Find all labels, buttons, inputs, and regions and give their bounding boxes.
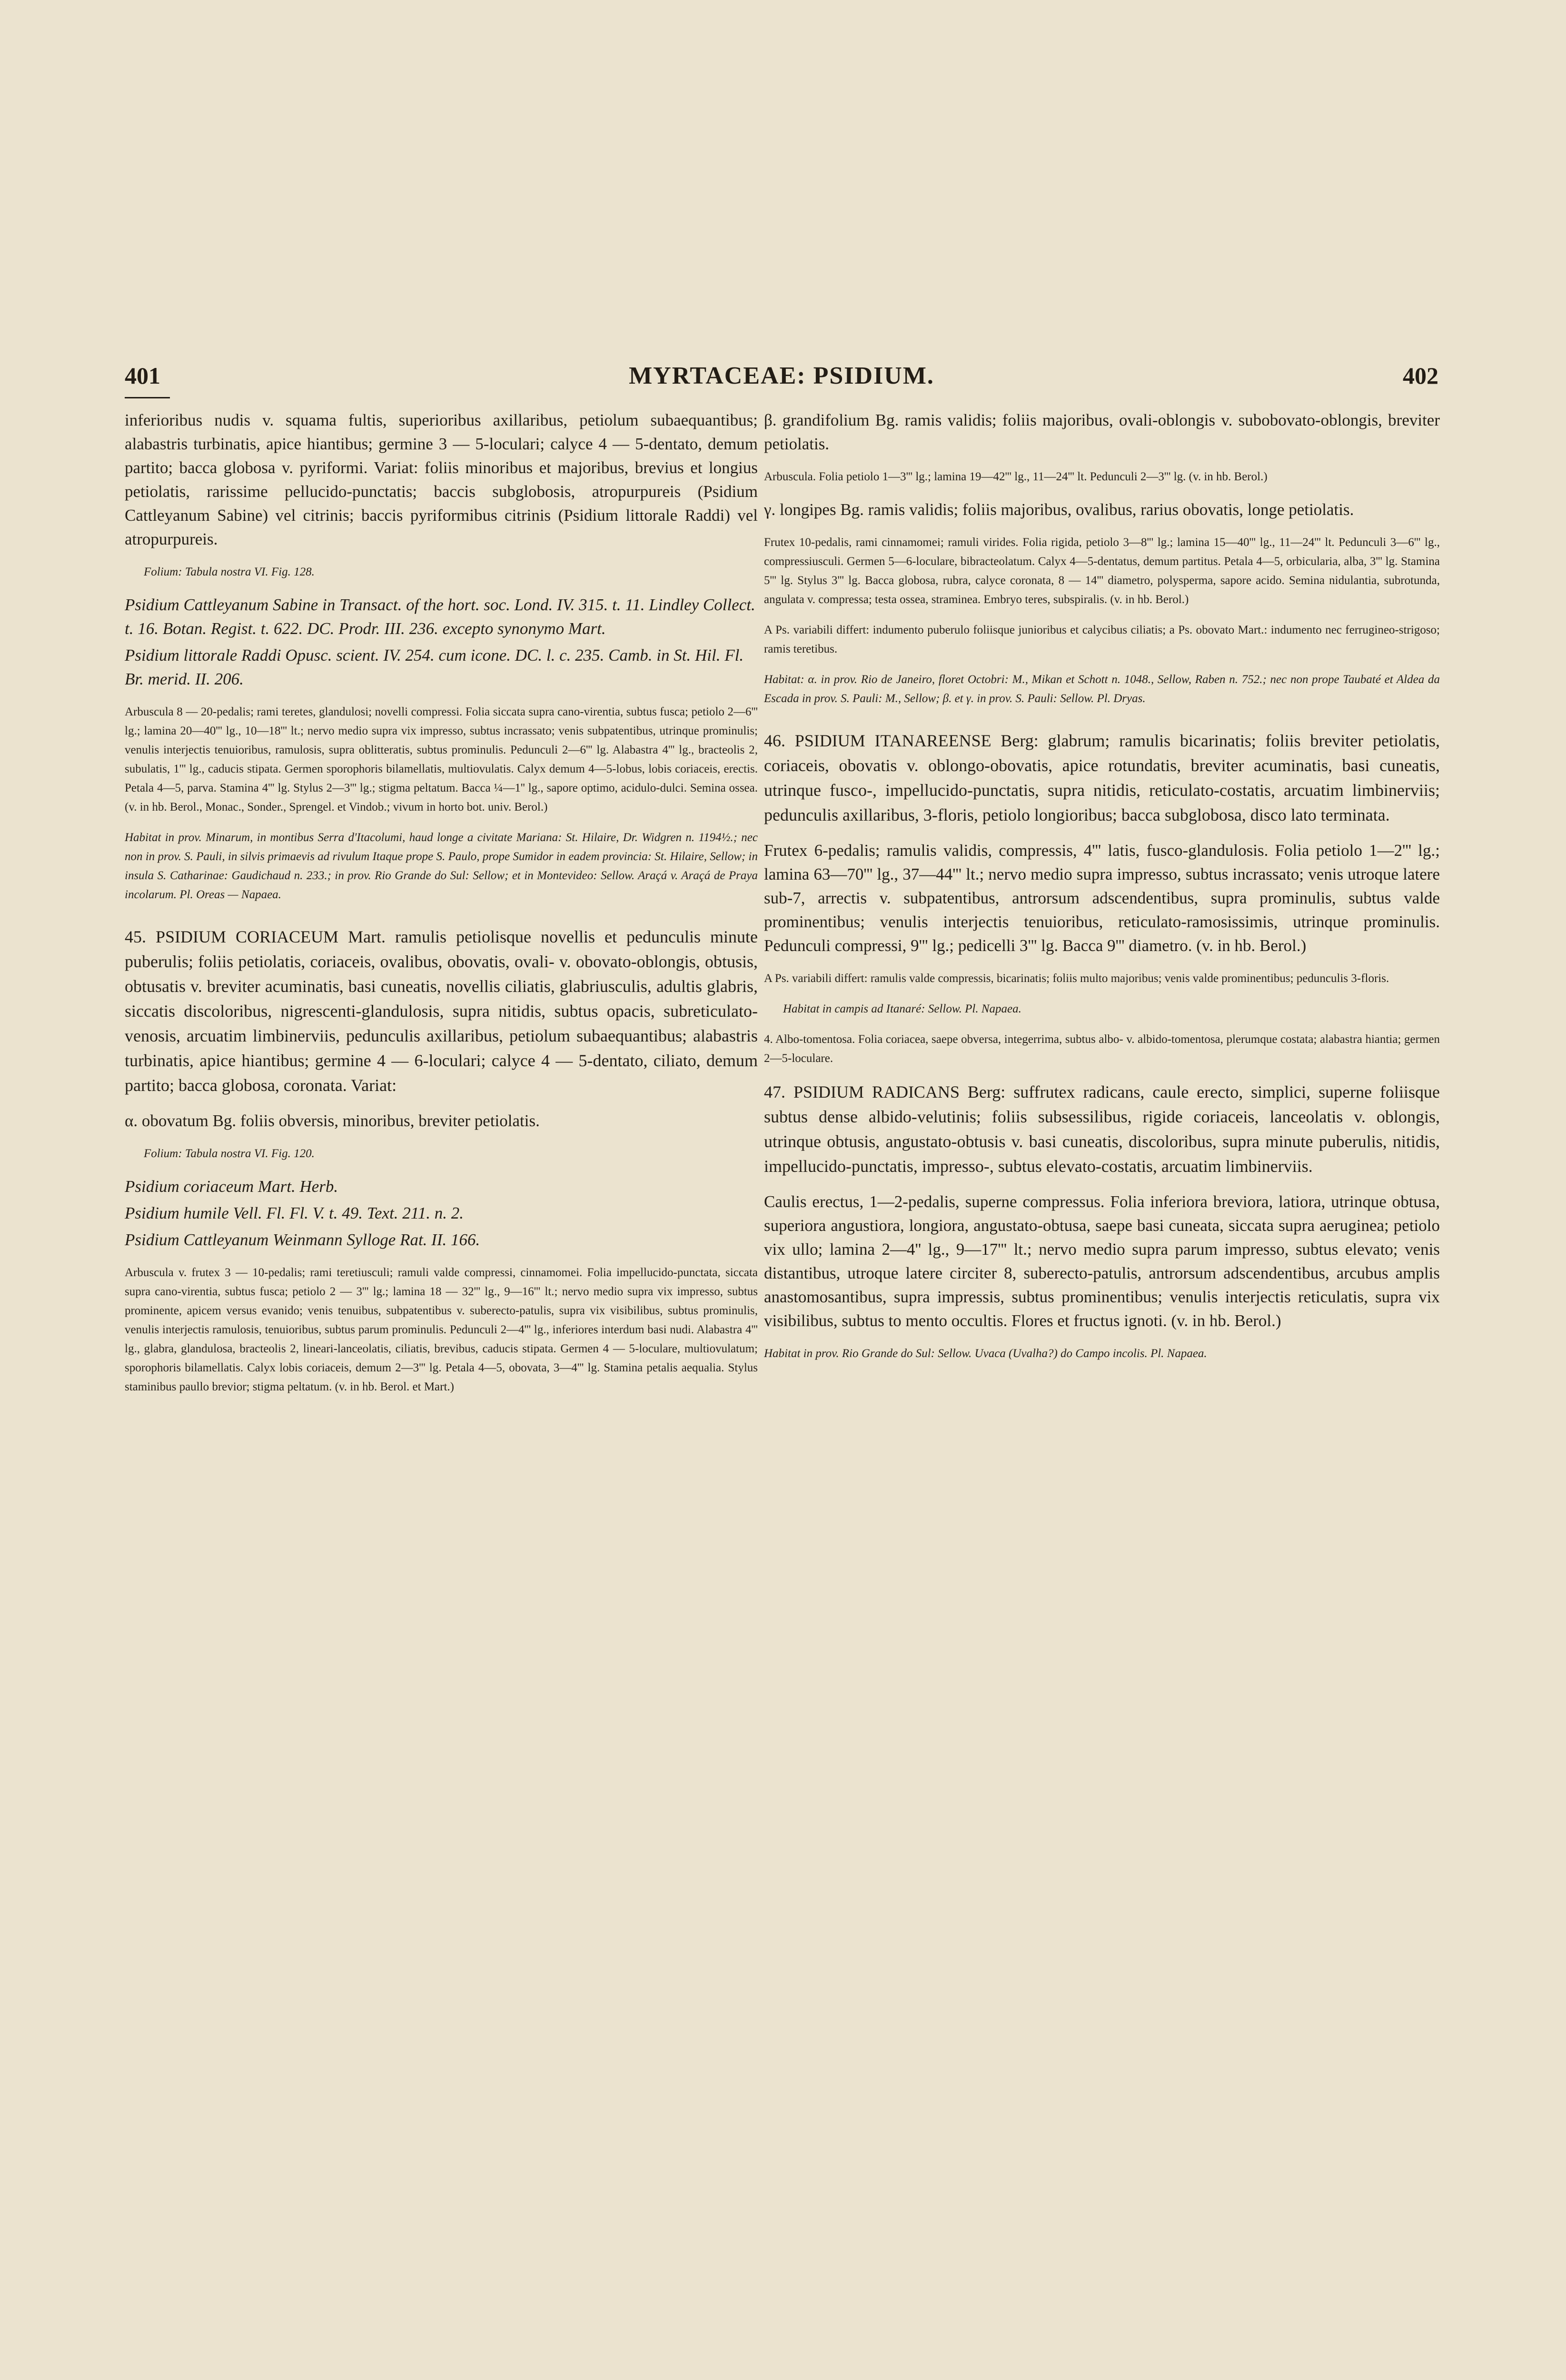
species-continuation: inferioribus nudis v. squama fultis, superioribus axillaribus, petiolum subaequantibus; alabastris turbinatis, apice hiantibus; germine 3 — 5-loculari; calyce 4 — 5-dentato, demum partito; bacca globosa v. pyriformi. Variat: foliis minoribus et majoribus, brevius et longius petiolatis, rarissime pellucido-punctatis; baccis subglobosis, atropurpureis (Psidium Cattleyanum Sabine) vel citrinis; baccis pyriformibus citrinis (Psidium littorale Raddi) vel atropurpureis. (125, 411, 758, 548)
species-47-diagnosis: 47. PSIDIUM RADICANS Berg: suffrutex radicans, caule erecto, simplici, superne foliisque subtus dense albido-velutinis; foliis subsessilibus, rigide coriaceis, lanceolatis v. oblongis, utrinque obtusis, angustato-obtusis v. basi cuneatis, discoloribus, supra minute puberulis, nitidis, impellucido-punctatis, impresso-, subtus elevato-costatis, arcuatim limbinerviis. (764, 1082, 1440, 1176)
habitat-paragraph: Habitat in prov. Minarum, in montibus Serra d'Itacolumi, haud longe a civitate Mariana: St. Hilaire, Dr. Widgren n. 1194½.; nec non in prov. S. Pauli, in silvis primaevis ad rivulum Itaque prope S. Paulo, prope Sumidor in eadem provincia: St. Hilaire, Sellow; in insula S. Catharinae: Gaudichaud n. 233.; in prov. Rio Grande do Sul: Sellow; et in Montevideo: Sellow. Araçá v. Araçá de Praya incolarum. Pl. Oreas — Napaea. (125, 831, 758, 901)
spacer (125, 1255, 758, 1263)
habitat-paragraph: Habitat: α. in prov. Rio de Janeiro, floret Octobri: M., Mikan et Schott n. 1048., Sellow, Raben n. 752.; nec non prope Taubaté et Aldea da Escada in prov. S. Pauli: M., Sellow; β. et γ. in prov. S. Pauli: Sellow. Pl. Dryas. (764, 673, 1440, 705)
description-paragraph: Caulis erectus, 1—2-pedalis, superne compressus. Folia inferiora breviora, latiora, utrinque obtusa, superiora angustiora, longiora, angustato-obtusa, saepe basi cuneata, siccata supra aeruginea; petiolo vix ullo; lamina 2—4'' lg., 9—17''' lt.; nervo medio supra parum impresso, subtus elevato; venis distantibus, utroque latere circiter 8, suberecto-patulis, antrorsum adscendentibus, arcubus amplis anastomosantibus, supra impressis, subtus prominentibus; venulis interjectis reticulatis, supra vix visibilibus, subtus to mento occultis. Flores et fructus ignoti. (v. in hb. Berol.) (764, 1192, 1440, 1330)
spacer (764, 720, 1440, 728)
section-heading: 4. Albo-tomentosa. Folia coriacea, saepe obversa, integerrima, subtus albo- v. albido-tomentosa, plerumque costata; alabastra hiantia; germen 2—5-loculare. (764, 1033, 1440, 1065)
header-rule (125, 397, 170, 398)
spacer (125, 694, 758, 703)
spacer (125, 916, 758, 924)
synonym-reference: Psidium Cattleyanum Sabine in Transact. of the hort. soc. Lond. IV. 315. t. 11. Lindley Collect. t. 16. Botan. Regist. t. 622. DC. Prodr. III. 236. excepto synonymo Mart. (125, 595, 755, 638)
description-paragraph: Arbuscula 8 — 20-pedalis; rami teretes, glandulosi; novelli compressi. Folia siccata supra cano-virentia, subtus fusca; petiolo 2—6''' lg.; lamina 20—40''' lg., 10—18''' lt.; nervo medio supra vix impresso, subtus incrassato; venis subpatentibus, utrinque prominulis; venulis interjectis tenuioribus, ramulosis, supra oblitteratis, subtus prominulis. Pedunculi 2—6''' lg. Alabastra 4''' lg., bracteolis 2, subulatis, 1''' lg., caducis stipata. Germen sporophoris bilamellatis, multiovulatis. Calyx demum 4—5-lobus, lobis coriaceis, erectis. Petala 4—5, parva. Stamina 4''' lg. Stylus 2—3''' lg.; stigma peltatum. Bacca ¼—1'' lg., sapore optimo, acidulo-dulci. Semina ossea. (v. in hb. Berol., Monac., Sonder., Sprengel. et Vindob.; vivum in horto bot. univ. Berol.) (125, 705, 758, 813)
description-paragraph: Frutex 6-pedalis; ramulis validis, compressis, 4''' latis, fusco-glandulosis. Folia petiolo 1—2''' lg.; lamina 63—70''' lg., 37—44''' lt.; nervo medio supra impresso, subtus incrassato; venis utroque latere sub-7, arrectis v. subpatentibus, antrorsum adscendentibus, supra prominulis, subtus valde prominentibus; venulis interjectis tenuioribus, reticulato-ramosissimis, utrinque prominulis. Pedunculi compressi, 9''' lg.; pedicelli 3''' lg. Bacca 9''' diametro. (v. in hb. Berol.) (764, 841, 1440, 955)
synonym-reference: Psidium littorale Raddi Opusc. scient. IV. 254. cum icone. DC. l. c. 235. Camb. in St. Hil. Fl. Br. merid. II. 206. (125, 646, 744, 688)
habitat-paragraph: Habitat in prov. Rio Grande do Sul: Sellow. Uvaca (Uvalha?) do Campo incolis. Pl. Napaea. (764, 1347, 1207, 1360)
differential-note: A Ps. variabili differt: indumento puberulo foliisque junioribus et calycibus ciliatis; a Ps. obovato Mart.: indumento nec ferrugineo-strigoso; ramis teretibus. (764, 624, 1440, 655)
variety-gamma: γ. longipes Bg. ramis validis; foliis majoribus, ovalibus, rarius obovatis, longe petiolatis. (764, 500, 1354, 519)
description-paragraph: Arbuscula v. frutex 3 — 10-pedalis; rami teretiusculi; ramuli valde compressi, cinnamomei. Folia impellucido-punctata, siccata supra cano-virentia, subtus fusca; petiolo 2 — 3''' lg.; lamina 18 — 32''' lg., 9—16''' lt.; nervo medio supra vix impresso, subtus prominente, apicem versus evanido; venis tenuibus, subpatentibus v. suberecto-patulis, supra vix visibilibus, subtus prominulis, venulis interjectis ramulosis, tenuioribus, subtus parum prominulis. Pedunculi 2—4''' lg., inferiores interdum basi nudi. Alabastra 4''' lg., glabra, glandulosa, bracteolis 2, lineari-lanceolatis, ciliatis, brevibus, caducis stipata. Germen 4 — 5-loculare, multiovulatum; sporophoris bilamellatis. Calyx lobis coriaceis, demum 2—3''' lg. Petala 4—5, obovata, 3—4''' lg. Stamina petalis aequalia. Stylus staminibus paullo brevior; stigma peltatum. (v. in hb. Berol. et Mart.) (125, 1266, 758, 1393)
description-paragraph: Arbuscula. Folia petiolo 1—3''' lg.; lamina 19—42''' lg., 11—24''' lt. Pedunculi 2—3''' lg. (v. in hb. Berol.) (764, 470, 1268, 483)
synonym-reference: Psidium coriaceum Mart. Herb. (125, 1177, 338, 1196)
differential-note: A Ps. variabili differt: ramulis valde compressis, bicarinatis; foliis multo majoribus; venis valde prominentibus; pedunculis 3-floris. (764, 972, 1389, 985)
page-number-left: 401 (125, 362, 160, 389)
page-number-right: 402 (1403, 362, 1438, 389)
folium-reference: Folium: Tabula nostra VI. Fig. 128. (144, 565, 315, 578)
folium-reference: Folium: Tabula nostra VI. Fig. 120. (144, 1147, 315, 1160)
right-column (764, 408, 1440, 1375)
variety-beta: β. grandifolium Bg. ramis validis; foliis majoribus, ovali-oblongis v. subobovato-oblongis, breviter petiolatis. (764, 411, 1440, 453)
variety-alpha: α. obovatum Bg. foliis obversis, minoribus, breviter petiolatis. (125, 1111, 540, 1130)
species-46-diagnosis: 46. PSIDIUM ITANAREENSE Berg: glabrum; ramulis bicarinatis; foliis breviter petiolatis, coriaceis, obovatis v. oblongo-obovatis, apice rotundatis, breviter acuminatis, basi cuneatis, utrinque fusco-, impellucido-punctatis, supra nitidis, reticulato-costatis, arcuatim limbinerviis; pedunculis axillaribus, 3-floris, petiolo longioribus; bacca subglobosa, disco lato terminata. (764, 731, 1440, 824)
running-title: MYRTACEAE: PSIDIUM. (629, 362, 934, 389)
running-header (125, 362, 1438, 395)
synonym-reference: Psidium humile Vell. Fl. Fl. V. t. 49. Text. 211. n. 2. (125, 1204, 464, 1222)
description-paragraph: Frutex 10-pedalis, rami cinnamomei; ramuli virides. Folia rigida, petiolo 3—8''' lg.; lamina 15—40''' lg., 11—24''' lt. Pedunculi 3—6''' lg., compressiusculi. Germen 5—6-loculare, bibracteolatum. Calyx 4—5-dentatus, demum partitus. Petala 4—5, orbicularia, alba, 3''' lg. Stamina 5''' lg. Stylus 3''' lg. Bacca globosa, rubra, calyce coronata, 8 — 14''' diametro, polysperma, sapore acido. Semina nidulantia, subrotunda, angulata v. compressa; testa ossea, straminea. Embryo teres, subspiralis. (v. in hb. Berol.) (764, 536, 1440, 606)
species-45-diagnosis: 45. PSIDIUM CORIACEUM Mart. ramulis petiolisque novellis et pedunculis minute puberulis; foliis petiolatis, coriaceis, ovalibus, obovatis, ovali- v. obovato-oblongis, obtusis, obtusatis v. breviter acuminatis, basi cuneatis, novellis ciliatis, glabriusculis, adultis glabris, siccatis discoloribus, nigrescenti-glandulosis, supra nitidis, subtus opacis, subreticulato-venosis, arcuatim limbinerviis, pedunculis axillaribus, petiolum subaequantibus; alabastris turbinatis, apice hiantibus; germine 4 — 6-loculari; calyce 4 — 5-dentato, ciliato, demum partito; bacca globosa, coronata. Variat: (125, 927, 758, 1095)
synonym-reference: Psidium Cattleyanum Weinmann Sylloge Rat. II. 166. (125, 1230, 480, 1249)
habitat-paragraph: Habitat in campis ad Itanaré: Sellow. Pl. Napaea. (783, 1002, 1021, 1015)
left-column (125, 408, 758, 1408)
